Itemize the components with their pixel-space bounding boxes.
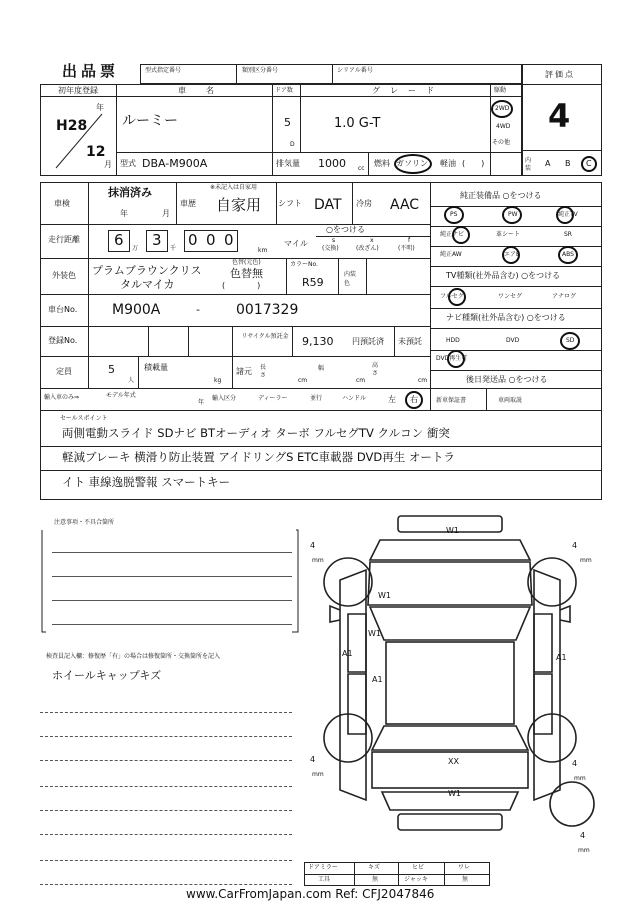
recycle-done: 円預託済 [352, 337, 384, 346]
class-no-label: 類別区分番号 [242, 67, 279, 74]
damage-xx: XX [448, 757, 459, 766]
fuel-paren: ( ) [462, 159, 485, 168]
navi-hdd: HDD [446, 337, 460, 344]
navi-type-title: ナビ種類(社外品含む) ○をつける [446, 313, 566, 322]
repaint-paren: ( ) [222, 281, 261, 290]
mileage-exchange: (交換) [322, 245, 339, 252]
import-class-label: 輸入区分 [212, 395, 237, 402]
inspection-value: 抹消済み [108, 186, 152, 199]
first-reg-label: 初年度登録 [58, 86, 98, 95]
damage-a1-left: A1 [342, 649, 353, 658]
inspector-note: ホイールキャップキズ [52, 669, 162, 682]
color-label: 外装色 [52, 271, 76, 280]
color-name-1: プラムブラウンクリス [92, 264, 202, 277]
mileage-d3: 0 [188, 231, 198, 249]
color-code-label: カラーNo. [290, 261, 318, 268]
import-label: 輸入車のみ⇒ [44, 394, 80, 401]
later-manual: 車両取説 [498, 397, 523, 404]
mileage-d1: 6 [114, 231, 124, 249]
import-year: 年 [198, 399, 205, 406]
tv-analog: アナログ [552, 293, 577, 300]
damage-w1-rear: W1 [448, 789, 461, 798]
repaint-label: 色替(元色) [232, 259, 261, 266]
chassis-dash: - [196, 303, 200, 316]
dim-width: 幅 [318, 365, 325, 372]
month-unit: 月 [104, 160, 112, 169]
displacement-value: 1000 [318, 157, 346, 170]
drive-4wd: 4WD [496, 123, 511, 130]
dim-width-cm: cm [356, 377, 366, 384]
registration-label: 登録No. [48, 336, 78, 345]
sheet-title: 出品票 [62, 62, 120, 80]
damage-w1-front: W1 [446, 526, 459, 535]
interior-c: C [586, 159, 592, 168]
handle-left: 左 [388, 395, 396, 404]
dims-label: 諸元 [236, 367, 252, 376]
damage-a1-right: A1 [556, 653, 567, 662]
dim-height: 高さ [372, 362, 379, 377]
sales-line-3: イト 車線逸脱警報 スマートキー [62, 475, 231, 489]
sales-line-2: 軽減ブレーキ 横滑り防止装置 アイドリングS ETC車載器 DVD再生 オートラ [62, 450, 455, 464]
history-label: 車歴 [180, 199, 196, 208]
legend-dent: ワレ [458, 864, 471, 871]
mileage-x: x [370, 237, 374, 244]
handle-right: 右 [410, 395, 418, 404]
equip-abs: ABS [562, 251, 574, 258]
sales-line-1: 両側電動スライド SDナビ BTオーディオ ターボ フルセグTV クルコン 衝突 [62, 426, 450, 440]
inspection-month: 月 [162, 209, 170, 218]
chassis-model: M900A [112, 302, 161, 318]
legend-crack: ヒビ [412, 864, 425, 871]
tv-fullseg: フルセグ [440, 293, 464, 300]
mileage-mile: マイル [284, 239, 308, 248]
mileage-d4: 0 [206, 231, 216, 249]
mileage-s: s [332, 237, 336, 244]
model-cert-label: 型式指定番号 [145, 67, 182, 74]
inspector-label: 検査員記入欄：修復歴「有」の場合は修復箇所・交換箇所を記入 [46, 653, 221, 660]
drive-label: 駆動 [494, 87, 507, 94]
doors-d: D [290, 141, 295, 148]
tv-type-title: TV種類(社外品含む) ○をつける [446, 271, 561, 280]
legend-jack: ジャッキ [404, 876, 428, 883]
grade-label: グレード [372, 86, 444, 95]
model-year-label: モデル年式 [106, 392, 136, 399]
caution-bracket [38, 526, 302, 638]
capacity-label: 定員 [56, 367, 72, 376]
car-name-label: 車名 [178, 86, 234, 95]
mileage-man: 万 [132, 245, 139, 252]
load-kg: kg [214, 377, 222, 384]
sales-title: セールスポイント [60, 415, 108, 422]
legend-scratch: キズ [368, 864, 380, 871]
navi-sd: SD [566, 337, 575, 344]
recycle-amount: 9,130 [302, 335, 334, 348]
date-slash [52, 110, 112, 172]
drive-other: その他 [492, 139, 511, 146]
inspection-year: 年 [120, 209, 128, 218]
ac-label: 冷房 [356, 199, 372, 208]
header-number-row [140, 64, 522, 84]
shift-value: DAT [314, 197, 342, 213]
tread-left-rear-mm: mm [312, 771, 324, 778]
interior-a: A [545, 159, 551, 168]
recycle-label: リサイクル預託金 [241, 333, 289, 340]
car-name: ルーミー [122, 113, 178, 129]
repaint-value: 色替無 [230, 267, 263, 280]
equip-sr: SR [564, 231, 572, 238]
tread-right-rear-mm: mm [574, 775, 586, 782]
equip-ps: PS [450, 211, 458, 218]
dim-height-cm: cm [418, 377, 428, 384]
model-label: 型式 [120, 159, 136, 168]
legend-door-mirror: ドアミラー [308, 864, 338, 871]
cc-unit: cc [358, 165, 365, 172]
mileage-sen: 千 [170, 245, 177, 252]
import-dealer: ディーラー [258, 395, 288, 402]
caution-label: 注意事項・不具合箇所 [54, 519, 115, 526]
equip-leather: 革シート [496, 231, 521, 238]
equip-aw: 純正AW [440, 251, 462, 258]
mileage-circle-note: ○をつける [326, 225, 365, 234]
displacement-label: 排気量 [276, 159, 300, 168]
handle-label: ハンドル [342, 395, 367, 402]
fuel-label: 燃料 [374, 159, 390, 168]
tv-oneseg: ワンセグ [498, 293, 523, 300]
history-value: 自家用 [216, 196, 262, 214]
ac-value: AAC [390, 197, 420, 213]
chassis-number: 0017329 [236, 302, 299, 318]
fuel-value: ガソリン [396, 159, 428, 168]
tread-left-rear: 4 [310, 755, 316, 764]
color-code: R59 [302, 276, 324, 289]
spare-tread: 4 [580, 831, 586, 840]
damage-w1-left-door: W1 [378, 591, 391, 600]
mileage-label: 走行距離 [48, 235, 80, 244]
interior-label: 内装 [525, 157, 532, 172]
score-label: 評価点 [545, 70, 575, 79]
reg-year: H28 [56, 118, 88, 134]
import-parallel: 並行 [310, 395, 323, 402]
load-label: 積載量 [144, 363, 168, 372]
later-title: 後日発送品 ○をつける [466, 375, 548, 384]
interior-c-circle [581, 156, 597, 172]
spare-tread-mm: mm [578, 847, 590, 854]
tread-right-front-mm: mm [580, 557, 592, 564]
legend-jack-none: 無 [462, 876, 469, 883]
mileage-f: f [408, 237, 411, 244]
light-oil-label: 軽油 [440, 159, 456, 168]
mileage-d2: 3 [152, 231, 162, 249]
mileage-km: km [258, 247, 268, 254]
history-note: ※未記入は自家用 [210, 184, 258, 191]
recycle-not: 未預託 [398, 337, 422, 346]
doors-value: 5 [284, 116, 291, 129]
doors-label: ドア数 [275, 87, 293, 94]
serial-no-label: シリアル番号 [337, 67, 373, 74]
mileage-d5: 0 [224, 231, 234, 249]
fuel-circle [394, 154, 432, 174]
legend-tools-none: 無 [372, 876, 379, 883]
navi-dvd: DVD [506, 337, 520, 344]
chassis-label: 車台No. [48, 305, 78, 314]
footer-watermark: www.CarFromJapan.com Ref: CFJ2047846 [186, 887, 435, 901]
capacity-value: 5 [108, 363, 115, 376]
color-name-2: タルマイカ [120, 278, 175, 291]
navi-dvd-play: DVD再生可 [436, 355, 468, 362]
tread-right-front: 4 [572, 541, 578, 550]
equip-pw: PW [508, 211, 518, 218]
drive-2wd-circle [491, 100, 513, 118]
damage-w1-left-front: W1 [368, 629, 381, 638]
mileage-unknown: (不明) [398, 245, 415, 252]
car-damage-diagram [300, 510, 600, 850]
tread-left-front-mm: mm [312, 557, 324, 564]
capacity-unit: 人 [128, 377, 135, 384]
later-warranty: 新車保証書 [436, 397, 467, 404]
grade-value: 1.0 G-T [334, 116, 381, 131]
dim-length-cm: cm [298, 377, 308, 384]
dim-length: 長さ [260, 364, 267, 379]
score-value: 4 [548, 97, 571, 135]
tread-left-front: 4 [310, 541, 316, 550]
reg-month: 12 [86, 144, 106, 160]
drive-2wd: 2WD [495, 105, 510, 112]
handle-right-circle [405, 391, 423, 409]
damage-a1-left-rear: A1 [372, 675, 383, 684]
equip-tv: 純正TV [558, 211, 578, 218]
equip-navi: 純正ナビ [440, 231, 465, 238]
legend-tools: 工具 [318, 876, 331, 883]
equip-airbag: エアB [504, 251, 521, 258]
interior-b: B [565, 159, 571, 168]
year-unit: 年 [96, 103, 104, 112]
model-value: DBA-M900A [142, 157, 208, 170]
inspection-label: 車検 [54, 199, 70, 208]
interior-color-label: 内装色 [344, 271, 357, 287]
equipment-title: 純正装備品 ○をつける [460, 191, 542, 200]
shift-label: シフト [278, 199, 302, 208]
mileage-tamper: (改ざん) [356, 245, 379, 252]
tread-right-rear: 4 [572, 759, 578, 768]
